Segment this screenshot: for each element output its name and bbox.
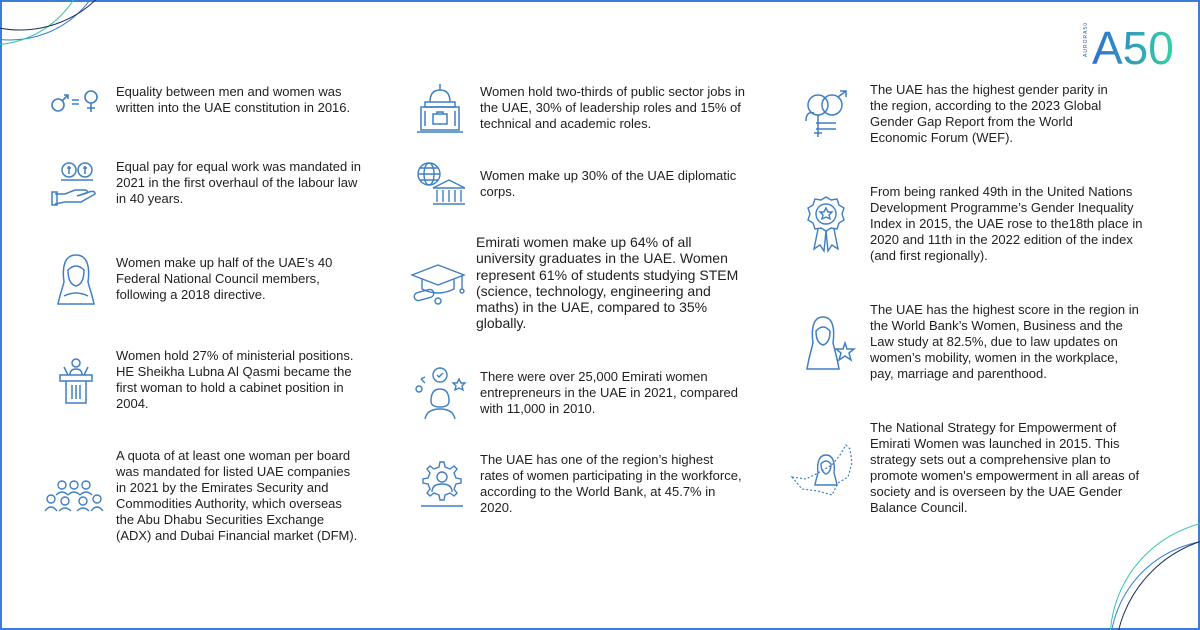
award-badge-icon	[796, 195, 856, 253]
fact-item	[46, 252, 366, 306]
gender-equality-icon	[46, 85, 106, 115]
fact-text: There were over 25,000 Emirati women entrepreneurs in the UAE in 2021, compared with 11,000 in 2010.	[480, 369, 738, 416]
fact-text: From being ranked 49th in the United Nations Development Programme’s Gender Inequality Index in 2015, the UAE rose to the18th place in 2020 and 11th in the 2022 edition of the index (and first regionally).	[870, 184, 1143, 263]
fact-item	[410, 452, 750, 516]
government-building-icon	[410, 82, 470, 134]
fact-text: Women make up half of the UAE’s 40 Federal National Council members, following a 2018 directive.	[116, 255, 333, 302]
fact-text: Women make up 30% of the UAE diplomatic corps.	[480, 168, 737, 199]
fact-item	[786, 420, 1156, 516]
fact-item	[46, 84, 366, 116]
fact-text: The UAE has one of the region’s highest rates of women participating in the workforce, according to the World Bank, at 45.7% in 2020.	[480, 452, 742, 515]
equal-pay-icon	[46, 158, 106, 208]
fact-text: A quota of at least one woman per board was mandated for listed UAE companies in 2021 by the Emirates Security and Commodities Authority, which overseas the Abu Dhabu Securities Exchange (ADX) and Dubai Financial market (DFM).	[116, 448, 358, 543]
fact-item	[42, 448, 366, 544]
workforce-gear-icon	[410, 458, 470, 510]
fact-item	[796, 184, 1156, 264]
fact-text: Women hold two-thirds of public sector jobs in the UAE, 30% of leadership roles and 15% of technical and academic roles.	[480, 84, 745, 131]
fact-text: The UAE has the highest score in the region in the World Bank’s Women, Business and the Law study at 82.5%, due to law updates on women’s mobility, women in the workplace, pay, marriage and parenthood.	[870, 302, 1139, 381]
woman-star-icon	[796, 313, 860, 371]
fact-text: Women hold 27% of ministerial positions. HE Sheikha Lubna Al Qasmi became the first woman to hold a cabinet position in 2004.	[116, 348, 354, 411]
fact-item	[796, 82, 1156, 146]
fact-item	[796, 302, 1156, 382]
fact-item	[46, 348, 366, 412]
fact-item	[406, 234, 750, 332]
graduation-cap-icon	[406, 261, 470, 305]
uae-map-woman-icon	[786, 437, 860, 499]
logo-side-text: AURORA50	[1083, 22, 1089, 57]
svg-text:A50: A50	[1092, 22, 1174, 70]
fact-text: Equal pay for equal work was mandated in 2021 in the first overhaul of the labour law in 40 years.	[116, 159, 361, 206]
board-group-icon	[42, 479, 106, 513]
gender-parity-icon	[796, 87, 856, 141]
fact-text: The National Strategy for Empowerment of Emirati Women was launched in 2015. This strategy sets out a comprehensive plan to promote women's empowerment in all areas of society and is overseen by the UAE Gender Balance Council.	[870, 420, 1140, 515]
podium-speaker-icon	[46, 355, 106, 405]
fact-item	[46, 158, 366, 208]
fact-item	[410, 365, 750, 421]
fact-item	[410, 82, 750, 134]
fact-text: Equality between men and women was written into the UAE constitution in 2016.	[116, 84, 351, 115]
fact-text: The UAE has the highest gender parity in the region, according to the 2023 Global Gender Gap Report from the World Economic Forum (WEF).	[870, 82, 1108, 145]
fact-item	[410, 160, 750, 208]
aurora50-logo	[1092, 22, 1176, 70]
fact-text: Emirati women make up 64% of all university graduates in the UAE. Women represent 61% of students studying STEM (science, technology, engineering and maths) in the UAE, compared to 35% globally.	[476, 234, 739, 332]
emirati-woman-icon	[46, 252, 106, 306]
entrepreneur-icon	[410, 365, 470, 421]
globe-bank-icon	[410, 160, 470, 208]
